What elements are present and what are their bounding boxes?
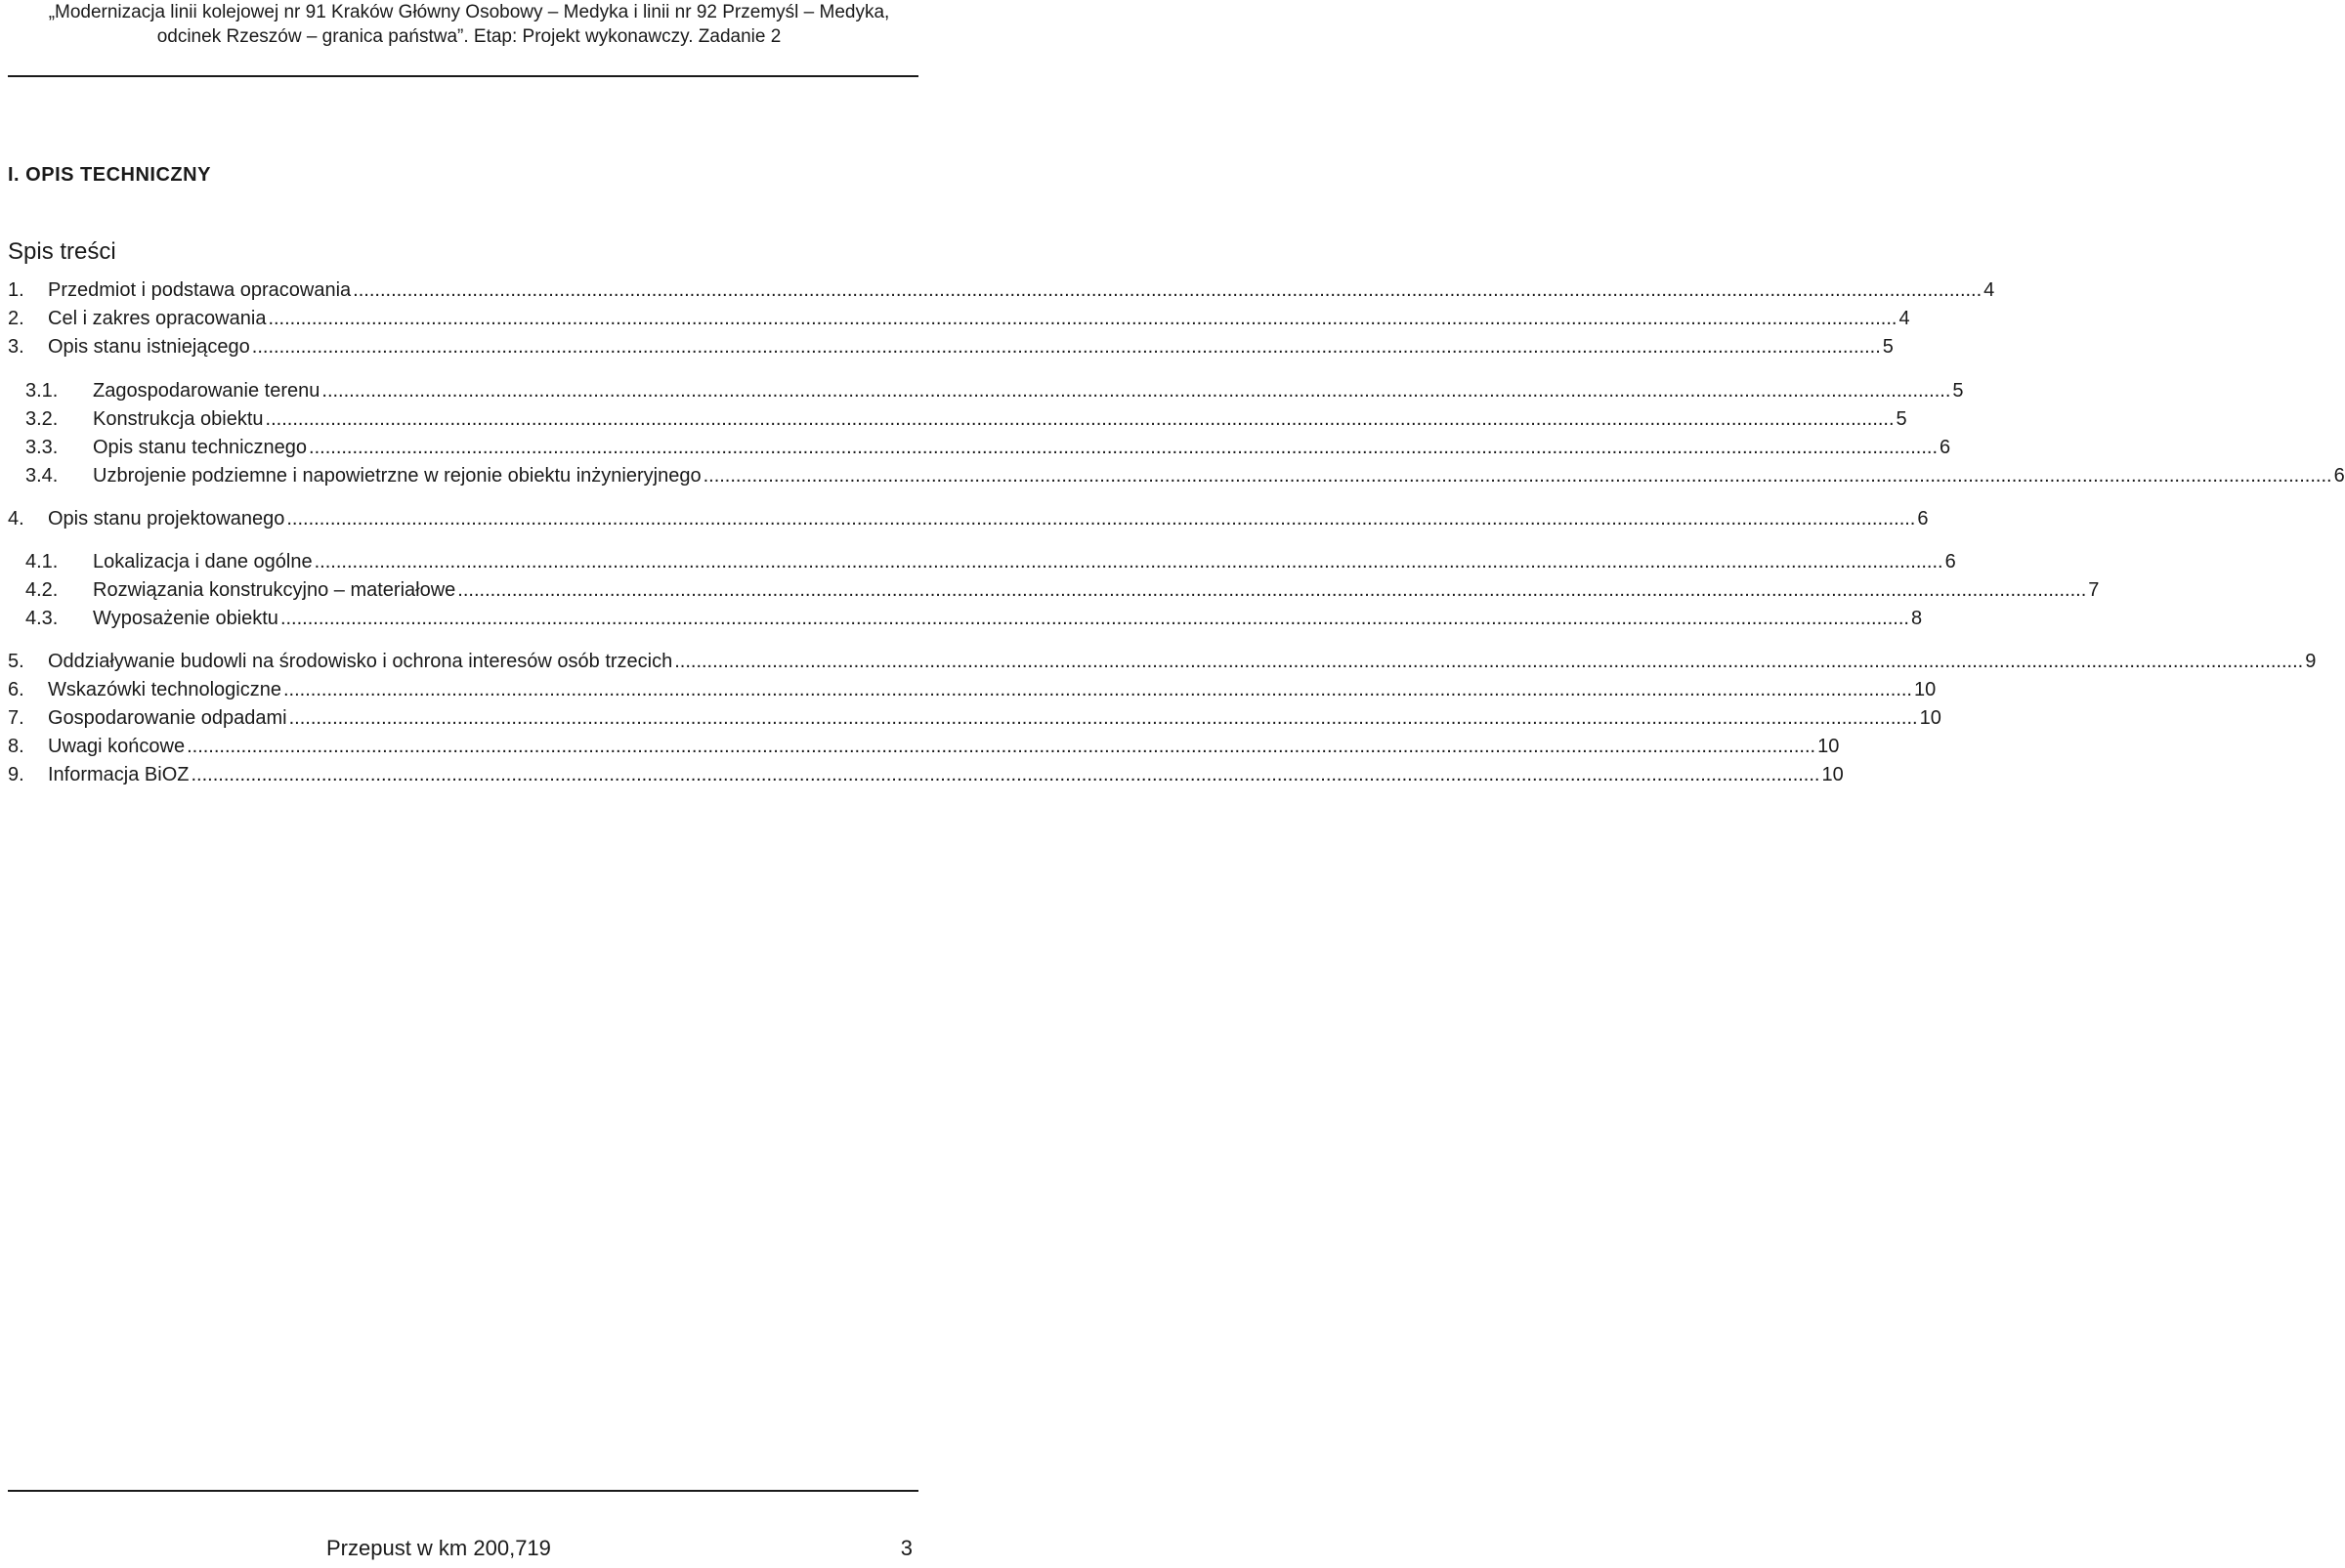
toc-entry[interactable]	[0, 305, 1910, 332]
toc-entry[interactable]	[0, 676, 1937, 703]
toc-entry[interactable]	[0, 704, 1941, 732]
toc-leader-dots: ............................................................................................................................................................................................................................................................................................................	[288, 707, 1918, 729]
toc-entry[interactable]	[0, 405, 1907, 433]
toc-entry-label[interactable]: Wskazówki technologiczne	[48, 679, 281, 700]
toc-entry-page: 6	[1944, 551, 1956, 572]
toc-entry-page: 4	[1898, 308, 1910, 329]
toc-entry-page: 5	[1882, 336, 1894, 358]
toc-entry-number: 4.	[8, 508, 24, 530]
toc-entry[interactable]	[0, 576, 2100, 604]
document-title: I. OPIS TECHNICZNY	[8, 164, 211, 186]
toc-entry[interactable]	[0, 761, 1844, 788]
toc-entry-number: 3.1.	[25, 380, 59, 402]
toc-entry-number: 3.	[8, 336, 24, 358]
toc-entry-page: 10	[1914, 679, 1937, 700]
toc-entry-label[interactable]: Opis stanu istniejącego	[48, 336, 250, 358]
toc-entry[interactable]	[0, 276, 1995, 304]
toc-entry[interactable]	[0, 733, 1840, 760]
toc-entry-page: 7	[2088, 579, 2100, 601]
toc-leader-dots: ............................................................................................................................................................................................................................................................................................................	[457, 579, 2087, 601]
toc-entry-number: 6.	[8, 679, 24, 700]
toc-entry-page: 8	[1910, 608, 1923, 629]
toc-entry-page: 6	[1917, 508, 1929, 530]
toc-leader-dots: ............................................................................................................................................................................................................................................................................................................	[283, 679, 1912, 700]
toc-entry-page: 9	[2305, 651, 2317, 672]
toc-entry-number: 4.1.	[25, 551, 59, 572]
toc-entry-label[interactable]: Cel i zakres opracowania	[48, 308, 267, 329]
toc-entry[interactable]	[0, 333, 1894, 360]
toc-entry-number: 1.	[8, 279, 24, 301]
toc-entry-label[interactable]: Rozwiązania konstrukcyjno – materiałowe	[93, 579, 456, 601]
toc-entry-number: 8.	[8, 736, 24, 757]
toc-entry-number: 2.	[8, 308, 24, 329]
toc-leader-dots: ............................................................................................................................................................................................................................................................................................................	[187, 736, 1816, 757]
toc-entry-label[interactable]: Opis stanu technicznego	[93, 437, 308, 458]
toc-leader-dots: ............................................................................................................................................................................................................................................................................................................	[314, 551, 1943, 572]
header-line-1: „Modernizacja linii kolejowej nr 91 Kraków Główny Osobowy – Medyka i linii nr 92 Przemyśl – Medyka,	[48, 2, 890, 22]
toc-leader-dots: ............................................................................................................................................................................................................................................................................................................	[279, 608, 1909, 629]
toc-entry-label[interactable]: Informacja BiOZ	[48, 764, 190, 785]
toc-leader-dots: ............................................................................................................................................................................................................................................................................................................	[251, 336, 1881, 358]
header-line-2: odcinek Rzeszów – granica państwa”. Etap: Projekt wykonawczy. Zadanie 2	[156, 26, 782, 47]
toc-entry-number: 5.	[8, 651, 24, 672]
toc-entry-page: 10	[1919, 707, 1941, 729]
footer-divider	[8, 1490, 918, 1492]
toc-entry-label[interactable]: Konstrukcja obiektu	[93, 408, 264, 430]
toc-leader-dots: ............................................................................................................................................................................................................................................................................................................	[674, 651, 2304, 672]
footer-title: Przepust w km 200,719	[326, 1536, 551, 1560]
toc-entry-page: 10	[1821, 764, 1844, 785]
page-number: 3	[900, 1536, 913, 1560]
toc-entry-page: 6	[2333, 465, 2345, 487]
toc-entry-label[interactable]: Oddziaływanie budowli na środowisko i ochrona interesów osób trzecich	[48, 651, 673, 672]
toc-entry-label[interactable]: Wyposażenie obiektu	[93, 608, 278, 629]
toc-leader-dots: ............................................................................................................................................................................................................................................................................................................	[309, 437, 1939, 458]
toc-entry-number: 9.	[8, 764, 24, 785]
toc-entry-number: 3.4.	[25, 465, 59, 487]
toc-entry[interactable]	[0, 505, 1929, 532]
toc-leader-dots: ............................................................................................................................................................................................................................................................................................................	[321, 380, 1951, 402]
toc-heading: Spis treści	[8, 238, 116, 265]
toc-entry-label[interactable]: Uwagi końcowe	[48, 736, 186, 757]
toc-entry-page: 10	[1817, 736, 1840, 757]
toc-leader-dots: ............................................................................................................................................................................................................................................................................................................	[268, 308, 1897, 329]
toc-entry-label[interactable]: Uzbrojenie podziemne i napowietrzne w rejonie obiektu inżynieryjnego	[93, 465, 702, 487]
toc-entry-number: 3.2.	[25, 408, 59, 430]
toc-entry-label[interactable]: Lokalizacja i dane ogólne	[93, 551, 313, 572]
toc-entry-page: 5	[1952, 380, 1964, 402]
toc-leader-dots: ............................................................................................................................................................................................................................................................................................................	[265, 408, 1895, 430]
toc-leader-dots: ............................................................................................................................................................................................................................................................................................................	[703, 465, 2332, 487]
toc-entry[interactable]	[0, 434, 1951, 461]
toc-entry-label[interactable]: Gospodarowanie odpadami	[48, 707, 287, 729]
toc-entry[interactable]	[0, 648, 2317, 675]
toc-entry-number: 3.3.	[25, 437, 59, 458]
toc-entry-number: 4.3.	[25, 608, 59, 629]
toc-entry-page: 4	[1983, 279, 1995, 301]
toc-entry[interactable]	[0, 377, 1964, 404]
toc-entry-number: 4.2.	[25, 579, 59, 601]
toc-leader-dots: ............................................................................................................................................................................................................................................................................................................	[191, 764, 1820, 785]
toc-entry[interactable]	[0, 462, 2345, 489]
toc-entry[interactable]	[0, 605, 1923, 632]
toc-entry-label[interactable]: Opis stanu projektowanego	[48, 508, 285, 530]
toc-entry-page: 5	[1896, 408, 1907, 430]
toc-entry-page: 6	[1940, 437, 1951, 458]
toc-leader-dots: ............................................................................................................................................................................................................................................................................................................	[286, 508, 1916, 530]
toc-entry-label[interactable]: Zagospodarowanie terenu	[93, 380, 320, 402]
toc-entry-number: 7.	[8, 707, 24, 729]
toc-entry-label[interactable]: Przedmiot i podstawa opracowania	[48, 279, 352, 301]
toc-leader-dots: ............................................................................................................................................................................................................................................................................................................	[353, 279, 1983, 301]
toc-entry[interactable]	[0, 548, 1956, 575]
